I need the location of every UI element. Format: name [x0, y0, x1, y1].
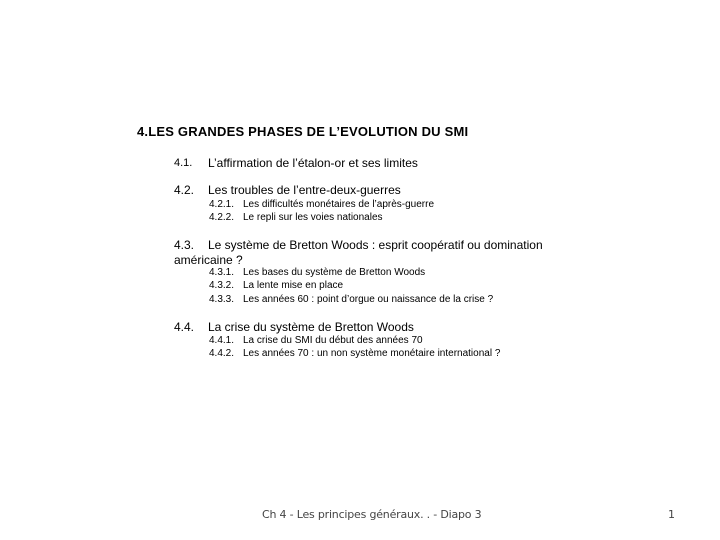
slide-footer: Ch 4 - Les principes généraux. . - Diapo 3	[262, 508, 482, 521]
subsection-text: Les années 70 : un non système monétaire international ?	[243, 348, 501, 359]
section-title: La crise du système de Bretton Woods	[208, 320, 414, 334]
subsection-number: 4.4.2.	[209, 348, 235, 359]
section-number: 4.1.	[174, 157, 193, 169]
subsection-text: La crise du SMI du début des années 70	[243, 335, 423, 346]
section-title: L’affirmation de l’étalon-or et ses limites	[208, 156, 418, 170]
subsection-number: 4.4.1.	[209, 335, 235, 346]
subsection-text: Le repli sur les voies nationales	[243, 212, 383, 223]
section-title-continuation: américaine ?	[174, 253, 243, 267]
subsection-number: 4.3.3.	[209, 294, 235, 305]
subsection-number: 4.2.2.	[209, 212, 235, 223]
subsection-text: Les bases du système de Bretton Woods	[243, 267, 426, 278]
subsection-text: La lente mise en place	[243, 280, 344, 291]
page-number: 1	[668, 508, 675, 521]
subsection-text: Les années 60 : point d’orgue ou naissance de la crise ?	[243, 294, 494, 305]
section-title: Les troubles de l’entre-deux-guerres	[208, 183, 401, 197]
section-number: 4.2.	[174, 183, 195, 197]
section-number: 4.4.	[174, 320, 195, 334]
subsection-text: Les difficultés monétaires de l’après-guerre	[243, 199, 435, 210]
section-title: Le système de Bretton Woods : esprit coopératif ou domination	[208, 238, 543, 252]
subsection-number: 4.3.1.	[209, 267, 235, 278]
section-number: 4.3.	[174, 238, 195, 252]
slide-title: 4.LES GRANDES PHASES DE L’EVOLUTION DU SMI	[137, 124, 469, 139]
subsection-number: 4.3.2.	[209, 280, 235, 291]
subsection-number: 4.2.1.	[209, 199, 235, 210]
